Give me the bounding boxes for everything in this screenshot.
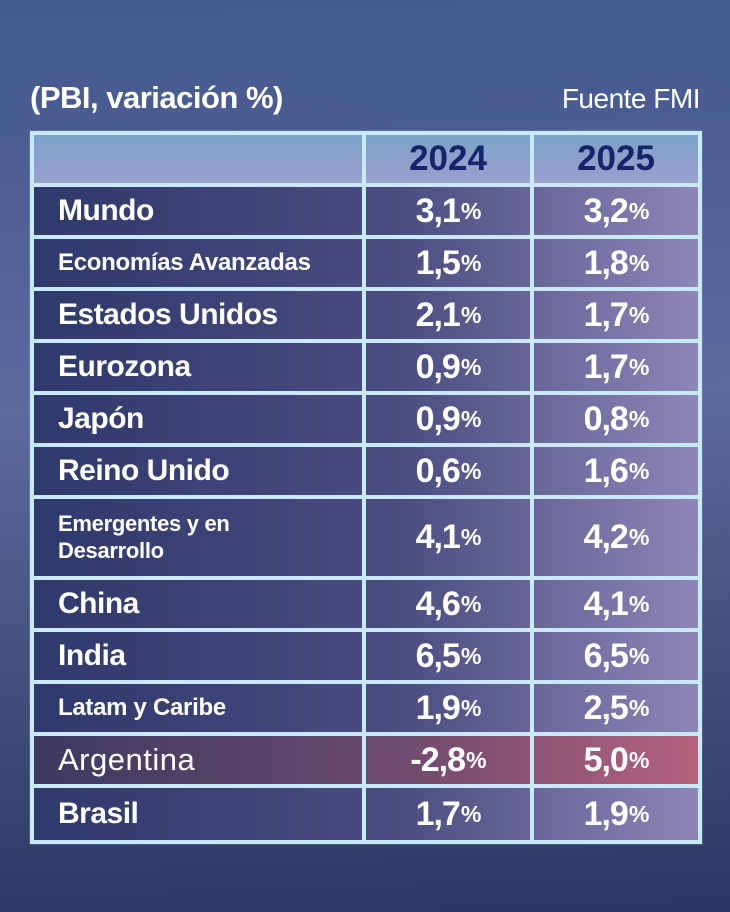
value-2024: 0,9 % xyxy=(362,343,530,391)
percent-sign: % xyxy=(460,590,481,617)
percent-sign: % xyxy=(628,405,649,432)
percent-sign: % xyxy=(460,301,481,328)
chart-title: (PBI, variación %) xyxy=(30,80,283,115)
row-label: Japón xyxy=(58,402,144,435)
percent-sign: % xyxy=(628,746,649,773)
value-2025: 1,7 % xyxy=(530,291,698,339)
value-2025: 5,0 % xyxy=(530,736,698,784)
table-row-reino-unido xyxy=(34,447,698,499)
row-label: Estados Unidos xyxy=(58,298,278,331)
value-2025: 4,2 % xyxy=(530,499,698,576)
value-2024: 2,1 % xyxy=(362,291,530,339)
value-2025: 3,2 % xyxy=(530,187,698,235)
value-2024: 4,1 % xyxy=(362,499,530,576)
table-row-emergentes xyxy=(34,499,698,580)
percent-sign: % xyxy=(460,405,481,432)
title-bar xyxy=(30,80,700,116)
percent-sign: % xyxy=(460,353,481,380)
row-label: Eurozona xyxy=(58,350,191,383)
table-row-mundo xyxy=(34,187,698,239)
table-row-brasil xyxy=(34,788,698,840)
value-2024: 0,6 % xyxy=(362,447,530,495)
value-2025: 4,1 % xyxy=(530,580,698,628)
percent-sign: % xyxy=(628,301,649,328)
percent-sign: % xyxy=(460,642,481,669)
percent-sign: % xyxy=(628,524,649,550)
column-header-2024: 2024 xyxy=(362,135,530,183)
row-label: Emergentes y en Desarrollo xyxy=(58,511,230,563)
value-2025: 2,5 % xyxy=(530,684,698,732)
gdp-table xyxy=(30,131,702,844)
row-label: Mundo xyxy=(58,194,154,227)
percent-sign: % xyxy=(460,694,481,721)
table-row-china xyxy=(34,580,698,632)
value-2025: 1,9 % xyxy=(530,788,698,840)
value-2025: 1,8 % xyxy=(530,239,698,287)
value-2024: 4,6 % xyxy=(362,580,530,628)
corner-cell xyxy=(34,135,362,183)
percent-sign: % xyxy=(628,457,649,484)
percent-sign: % xyxy=(628,590,649,617)
row-label: Reino Unido xyxy=(58,454,230,487)
value-2024: 0,9 % xyxy=(362,395,530,443)
percent-sign: % xyxy=(628,694,649,721)
percent-sign: % xyxy=(460,249,481,276)
value-2024: 3,1 % xyxy=(362,187,530,235)
percent-sign: % xyxy=(460,524,481,550)
percent-sign: % xyxy=(460,457,481,484)
percent-sign: % xyxy=(628,800,649,827)
value-2024: 1,7 % xyxy=(362,788,530,840)
value-2025: 1,7 % xyxy=(530,343,698,391)
percent-sign: % xyxy=(460,197,481,224)
table-row-eurozona xyxy=(34,343,698,395)
row-label: Economías Avanzadas xyxy=(58,249,311,276)
row-label: India xyxy=(58,639,126,672)
percent-sign: % xyxy=(460,800,481,827)
value-2024: 6,5 % xyxy=(362,632,530,680)
table-row-japon xyxy=(34,395,698,447)
table-row-estados-unidos xyxy=(34,291,698,343)
value-2025: 0,8 % xyxy=(530,395,698,443)
value-2025: 6,5 % xyxy=(530,632,698,680)
table-row-india xyxy=(34,632,698,684)
table-header-row xyxy=(34,135,698,187)
percent-sign: % xyxy=(466,746,486,773)
percent-sign: % xyxy=(628,353,649,380)
percent-sign: % xyxy=(628,197,649,224)
value-2025: 1,6 % xyxy=(530,447,698,495)
source-label: Fuente FMI xyxy=(561,83,700,114)
row-label: Latam y Caribe xyxy=(58,694,226,721)
row-label: China xyxy=(58,587,139,620)
percent-sign: % xyxy=(628,249,649,276)
percent-sign: % xyxy=(628,642,649,669)
value-2024: 1,9 % xyxy=(362,684,530,732)
row-label: Argentina xyxy=(58,742,196,777)
table-row-latam xyxy=(34,684,698,736)
column-header-2025: 2025 xyxy=(530,135,698,183)
table-row-argentina-highlighted xyxy=(34,736,698,788)
row-label: Brasil xyxy=(58,797,139,830)
value-2024: 1,5 % xyxy=(362,239,530,287)
value-2024: -2,8 % xyxy=(362,736,530,784)
table-row-economias-avanzadas xyxy=(34,239,698,291)
